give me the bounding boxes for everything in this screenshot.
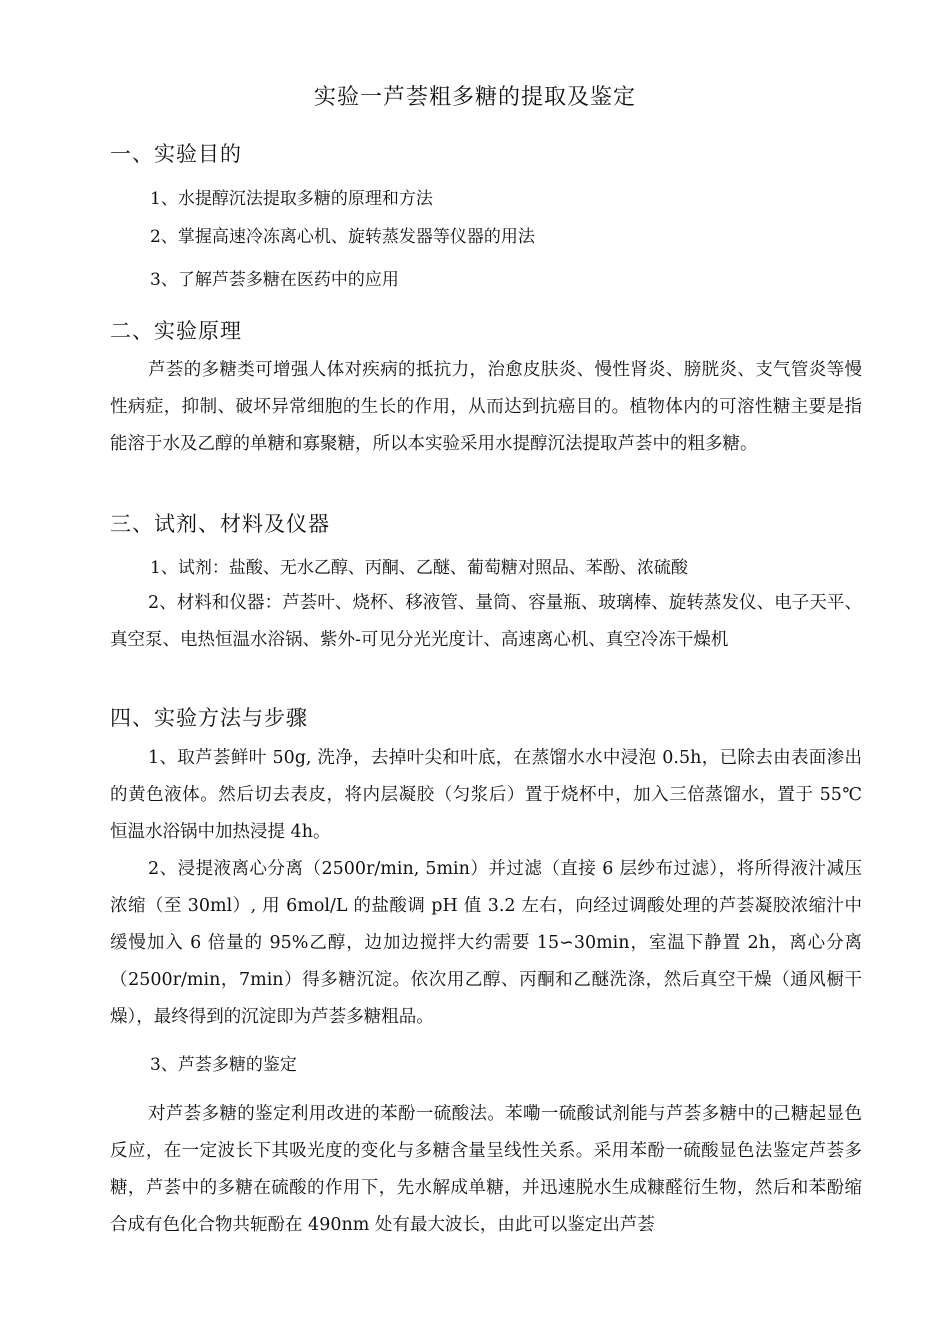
purpose-item-1: 1、水提醇沉法提取多糖的原理和方法 (150, 189, 433, 209)
purpose-item-2: 2、掌握高速冷冻离心机、旋转蒸发器等仪器的用法 (150, 227, 535, 247)
section-heading-principle: 二、实验原理 (110, 319, 242, 343)
principle-paragraph: 芦荟的多糖类可增强人体对疾病的抵抗力，治愈皮肤炎、慢性肾炎、膀胱炎、支气管炎等慢性病症，抑制、破坏异常细胞的生长的作用，从而达到抗癌目的。植物体内的可溶性糖主要是指能溶于水及乙醇的单糖和寡聚糖，所以本实验采用水提醇沉法提取芦荟中的粗多糖。 (110, 360, 862, 454)
method-step-2: 2、浸提液离心分离（2500r/min, 5min）并过滤（直接 6 层纱布过滤），将所得液汁减压浓缩（至 30ml）, 用 6mol/L 的盐酸调 pH 值 3.2 左右，向经过调酸处理的芦荟凝胶浓缩汁中缓慢加入 6 倍量的 95%乙醇，边加边搅拌大约需要 15∽30min，室温下静置 2h，离心分离（2500r/min，7min）得多糖沉淀。依次用乙醇、丙酮和乙醚洗涤，然后真空干燥（通风橱干燥），最终得到的沉淀即为芦荟多糖粗品。 (110, 859, 862, 1027)
section-heading-materials: 三、试剂、材料及仪器 (110, 512, 330, 536)
document-title: 实验一芦荟粗多糖的提取及鉴定 (313, 85, 636, 110)
section-heading-purpose: 一、实验目的 (110, 142, 242, 166)
purpose-item-3: 3、了解芦荟多糖在医药中的应用 (150, 270, 399, 290)
method-step-3-paragraph: 对芦荟多糖的鉴定利用改进的苯酚一硫酸法。苯嘞一硫酸试剂能与芦荟多糖中的己糖起显色反应，在一定波长下其吸光度的变化与多糖含量呈线性关系。采用苯酚一硫酸显色法鉴定芦荟多糖，芦荟中的多糖在硫酸的作用下，先水解成单糖，并迅速脱水生成糠醛衍生物，然后和苯酚缩合成有色化合物共轭酚在 490nm 处有最大波长，由此可以鉴定出芦荟 (110, 1104, 862, 1235)
section-heading-method: 四、实验方法与步骤 (110, 706, 308, 730)
method-step-1: 1、取芦荟鲜叶 50g, 洗净，去掉叶尖和叶底，在蒸馏水水中浸泡 0.5h，已除去由表面渗出的黄色液体。然后切去表皮，将内层凝胶（匀浆后）置于烧杯中，加入三倍蒸馏水，置于 55℃ 恒温水浴锅中加热浸提 4h。 (110, 748, 862, 842)
reagents-item: 1、试剂：盐酸、无水乙醇、丙酮、乙醚、葡萄糖对照品、苯酚、浓硫酸 (150, 558, 688, 578)
method-step-3-heading: 3、芦荟多糖的鉴定 (150, 1055, 297, 1075)
materials-paragraph: 2、材料和仪器：芦荟叶、烧杯、移液管、量筒、容量瓶、玻璃棒、旋转蒸发仪、电子天平、真空泵、电热恒温水浴锅、紫外-可见分光光度计、高速离心机、真空冷冻干燥机 (110, 593, 862, 650)
